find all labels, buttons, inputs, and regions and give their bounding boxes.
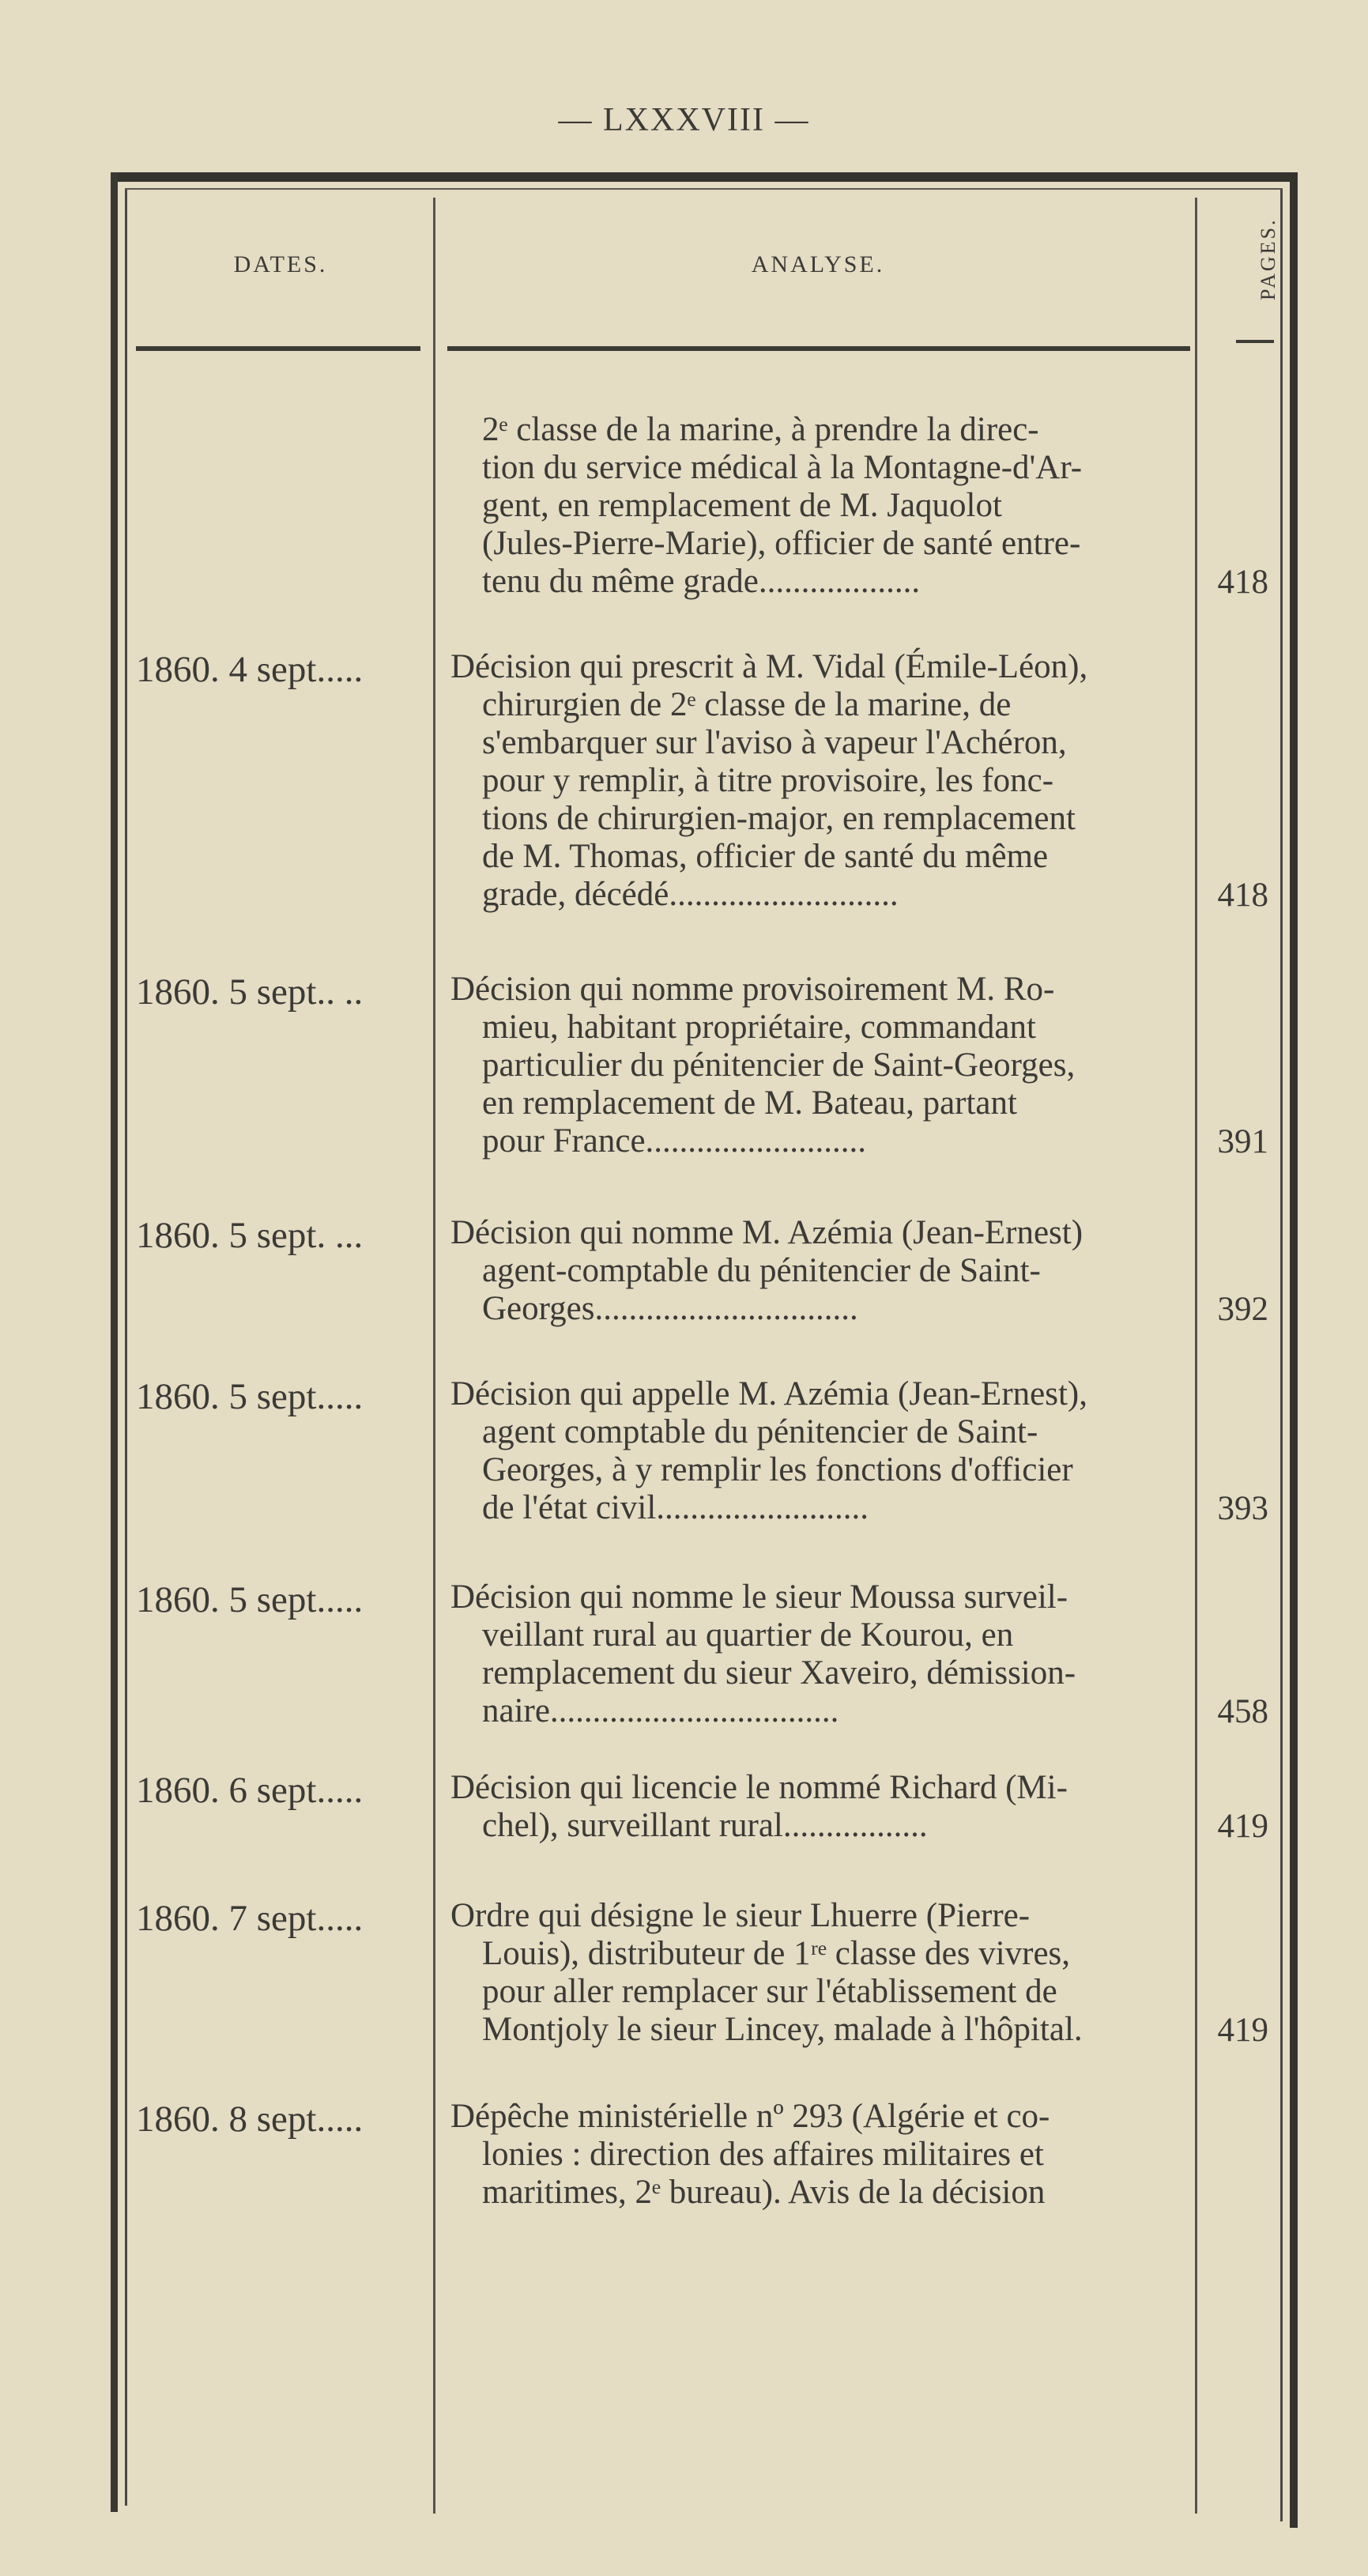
analysis-line: remplacement du sieur Xaveiro, démission- bbox=[482, 1654, 1076, 1692]
analysis-line: de l'état civil......................... bbox=[482, 1489, 869, 1526]
analysis-line: Décision qui nomme le sieur Moussa surveil- bbox=[450, 1578, 1068, 1616]
page-header: — LXXXVIII — bbox=[558, 102, 810, 138]
analysis-line: Décision qui nomme M. Azémia (Jean-Ernest) bbox=[450, 1214, 1083, 1251]
analysis-line: grade, décédé........................... bbox=[482, 876, 899, 913]
analysis-line: agent-comptable du pénitencier de Saint- bbox=[482, 1252, 1041, 1289]
entry-analysis bbox=[450, 1769, 1195, 1845]
entry-date: 1860. 5 sept. ... bbox=[136, 1215, 364, 1256]
analysis-line: chel), surveillant rural................. bbox=[482, 1807, 928, 1844]
entry-date: 1860. 6 sept..... bbox=[136, 1770, 364, 1811]
pages-column-header: PAGES. bbox=[1257, 217, 1279, 300]
table-right-inner-border bbox=[1280, 190, 1283, 2521]
analysis-line: Georges............................... bbox=[482, 1290, 858, 1327]
analysis-line: Ordre qui désigne le sieur Lhuerre (Pierre- bbox=[450, 1897, 1031, 1934]
entry-date: 1860. 5 sept.. .. bbox=[136, 971, 364, 1013]
entry-page: 391 bbox=[1217, 1123, 1268, 1160]
entry-date: 1860. 5 sept..... bbox=[136, 1579, 364, 1620]
analysis-line: pour y remplir, à titre provisoire, les fonc- bbox=[482, 762, 1054, 799]
entry-page: 418 bbox=[1217, 877, 1268, 914]
table-top-rule bbox=[111, 172, 1298, 182]
entry-date: 1860. 5 sept..... bbox=[136, 1376, 364, 1417]
entry-page: 419 bbox=[1217, 1808, 1268, 1845]
analysis-line: Georges, à y remplir les fonctions d'officier bbox=[482, 1451, 1073, 1488]
table-top-thin-rule bbox=[125, 188, 1283, 190]
pages-header-rule bbox=[1236, 340, 1274, 343]
entry-page: 458 bbox=[1217, 1693, 1268, 1730]
analysis-line: naire.................................. bbox=[482, 1692, 839, 1729]
pages-column-divider bbox=[1195, 198, 1197, 2514]
analysis-line: mieu, habitant propriétaire, commandant bbox=[482, 1009, 1036, 1046]
entry-analysis bbox=[450, 648, 1195, 914]
analysis-line: lonies : direction des affaires militaires et bbox=[482, 2136, 1044, 2173]
entry-analysis bbox=[450, 1375, 1195, 1527]
entry-analysis bbox=[450, 1897, 1195, 2049]
entry-date: 1860. 8 sept..... bbox=[136, 2099, 364, 2140]
analysis-line: tion du service médical à la Montagne-d'Ar- bbox=[482, 449, 1083, 486]
analysis-line: de M. Thomas, officier de santé du même bbox=[482, 838, 1049, 875]
analysis-line: s'embarquer sur l'aviso à vapeur l'Achéron, bbox=[482, 724, 1067, 761]
entry-page: 418 bbox=[1217, 564, 1268, 601]
entry-date: 1860. 4 sept..... bbox=[136, 649, 364, 690]
analysis-line: gent, en remplacement de M. Jaquolot bbox=[482, 487, 1002, 524]
analysis-line: pour aller remplacer sur l'établissement de bbox=[482, 1973, 1057, 2010]
analysis-line: veillant rural au quartier de Kourou, en bbox=[482, 1616, 1014, 1654]
analysis-line: pour France.......................... bbox=[482, 1122, 867, 1160]
entry-analysis bbox=[450, 2098, 1195, 2212]
analysis-line: Décision qui appelle M. Azémia (Jean-Ernest), bbox=[450, 1375, 1087, 1412]
analysis-line: maritimes, 2ᵉ bureau). Avis de la décision bbox=[482, 2174, 1046, 2211]
analyse-header-rule bbox=[447, 346, 1190, 351]
analysis-line: Décision qui nomme provisoirement M. Ro- bbox=[450, 971, 1055, 1008]
analysis-line: particulier du pénitencier de Saint-Georges, bbox=[482, 1047, 1076, 1084]
table-right-border bbox=[1290, 172, 1298, 2528]
analysis-line: Louis), distributeur de 1ʳᵉ classe des vivres, bbox=[482, 1935, 1071, 1972]
entry-analysis bbox=[450, 971, 1195, 1160]
table-left-border bbox=[111, 172, 118, 2512]
analysis-line: agent comptable du pénitencier de Saint- bbox=[482, 1413, 1038, 1450]
analysis-line: tions de chirurgien-major, en remplacement bbox=[482, 800, 1076, 837]
analysis-line: (Jules-Pierre-Marie), officier de santé entre- bbox=[482, 525, 1081, 562]
entry-analysis bbox=[450, 1578, 1195, 1730]
entry-page: 393 bbox=[1217, 1490, 1268, 1527]
entry-page: 419 bbox=[1217, 2012, 1268, 2049]
analyse-column-header: ANALYSE. bbox=[751, 251, 885, 277]
analysis-line: chirurgien de 2ᵉ classe de la marine, de bbox=[482, 686, 1012, 723]
table-left-inner-border bbox=[125, 190, 127, 2506]
entry-page: 392 bbox=[1217, 1291, 1268, 1328]
dates-header-rule bbox=[136, 346, 420, 351]
analysis-line: 2ᵉ classe de la marine, à prendre la direc- bbox=[482, 411, 1039, 448]
analysis-line: Montjoly le sieur Lincey, malade à l'hôpital. bbox=[482, 2011, 1083, 2048]
dates-column-header: DATES. bbox=[233, 251, 328, 277]
analysis-line: Décision qui prescrit à M. Vidal (Émile-Léon), bbox=[450, 648, 1088, 685]
entry-date: 1860. 7 sept..... bbox=[136, 1898, 364, 1939]
analysis-line: en remplacement de M. Bateau, partant bbox=[482, 1084, 1017, 1122]
analysis-line: Décision qui licencie le nommé Richard (Mi- bbox=[450, 1769, 1068, 1806]
dates-column-divider bbox=[433, 198, 435, 2514]
entry-analysis bbox=[450, 1214, 1195, 1328]
entry-analysis bbox=[482, 411, 1195, 601]
analysis-line: tenu du même grade................... bbox=[482, 563, 921, 600]
analysis-line: Dépêche ministérielle nº 293 (Algérie et co- bbox=[450, 2098, 1050, 2135]
